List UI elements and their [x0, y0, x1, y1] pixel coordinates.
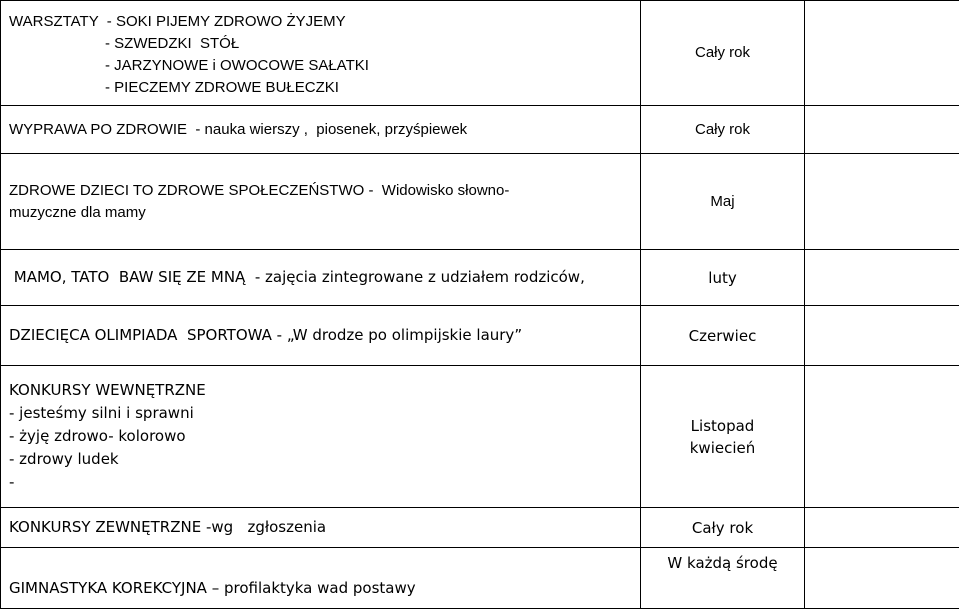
activity-line: DZIECIĘCA OLIMPIADA SPORTOWA - „W drodze po olimpijskie laury” [9, 324, 640, 347]
empty-cell [805, 106, 959, 154]
date-line: Listopad [641, 415, 804, 437]
activity-line: GIMNASTYKA KOREKCYJNA – profilaktyka wad postawy [9, 577, 640, 600]
date-line: kwiecień [641, 437, 804, 459]
date-line: Cały rok [641, 42, 804, 64]
activity-line: MAMO, TATO BAW SIĘ ZE MNĄ - zajęcia zintegrowane z udziałem rodziców, [9, 266, 640, 289]
table-row [1, 1, 959, 106]
activity-line: - PIECZEMY ZDROWE BUŁECZKI [9, 77, 640, 99]
date-cell [641, 106, 805, 154]
activity-cell [1, 106, 641, 154]
empty-cell [805, 306, 959, 366]
date-cell [641, 508, 805, 548]
activity-line: KONKURSY WEWNĘTRZNE [9, 379, 640, 402]
table-row [1, 154, 959, 250]
date-cell [641, 306, 805, 366]
table-row [1, 366, 959, 508]
table-row [1, 548, 959, 609]
date-line: Maj [641, 191, 804, 213]
activity-cell [1, 548, 641, 609]
activity-cell [1, 306, 641, 366]
empty-cell [805, 366, 959, 508]
activity-line: WYPRAWA PO ZDROWIE - nauka wierszy , piosenek, przyśpiewek [9, 119, 640, 141]
activity-cell [1, 1, 641, 106]
date-line: luty [641, 267, 804, 289]
activity-line: - JARZYNOWE i OWOCOWE SAŁATKI [9, 55, 640, 77]
date-line: Cały rok [641, 119, 804, 141]
empty-cell [805, 548, 959, 609]
empty-cell [805, 154, 959, 250]
date-cell [641, 548, 805, 609]
activity-cell [1, 366, 641, 508]
empty-cell [805, 1, 959, 106]
activity-line: ZDROWE DZIECI TO ZDROWE SPOŁECZEŃSTWO - Widowisko słowno- [9, 180, 640, 202]
date-line: Czerwiec [641, 325, 804, 347]
activity-line: KONKURSY ZEWNĘTRZNE -wg zgłoszenia [9, 516, 640, 539]
activity-cell [1, 154, 641, 250]
table-row [1, 250, 959, 306]
date-cell [641, 1, 805, 106]
date-line: Cały rok [641, 517, 804, 539]
activity-line: - [9, 471, 640, 494]
activity-line: muzyczne dla mamy [9, 202, 640, 224]
activity-line: - żyję zdrowo- kolorowo [9, 425, 640, 448]
table-row [1, 106, 959, 154]
activity-cell [1, 250, 641, 306]
activity-line: - zdrowy ludek [9, 448, 640, 471]
date-cell [641, 366, 805, 508]
empty-cell [805, 250, 959, 306]
activity-cell [1, 508, 641, 548]
table-row [1, 306, 959, 366]
table-row [1, 508, 959, 548]
empty-cell [805, 508, 959, 548]
activity-line: WARSZTATY - SOKI PIJEMY ZDROWO ŻYJEMY [9, 11, 640, 33]
date-cell [641, 154, 805, 250]
activity-line: - SZWEDZKI STÓŁ [9, 33, 640, 55]
activity-line: - jesteśmy silni i sprawni [9, 402, 640, 425]
date-line: W każdą środę [641, 552, 804, 574]
date-cell [641, 250, 805, 306]
